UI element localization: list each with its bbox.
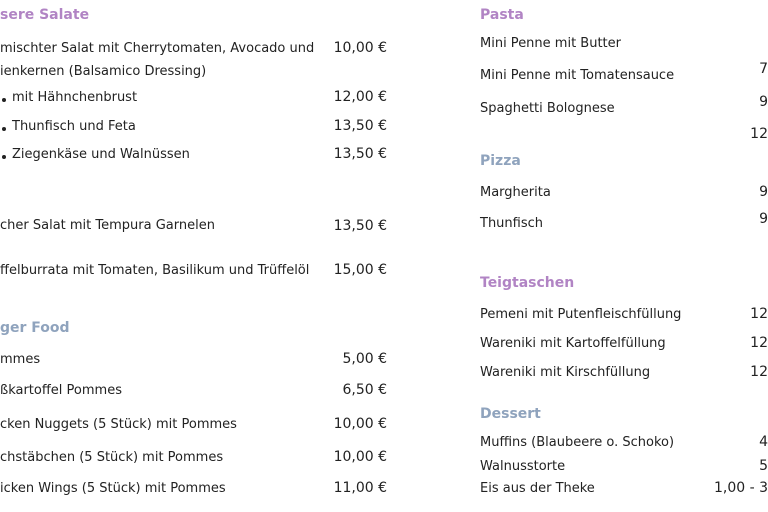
menu-item-label: mmes bbox=[0, 352, 41, 367]
menu-item-label: Margherita bbox=[480, 185, 551, 200]
menu-item-price: 9 bbox=[759, 211, 768, 227]
menu-item-label: cher Salat mit Tempura Garnelen bbox=[0, 218, 215, 233]
menu-item-label: Mini Penne mit Butter bbox=[480, 36, 621, 51]
menu-item-price: 10,00 € bbox=[333, 40, 387, 56]
menu-item-label: chstäbchen (5 Stück) mit Pommes bbox=[0, 450, 224, 465]
menu-item-label: ienkernen (Balsamico Dressing) bbox=[0, 64, 207, 79]
menu-item-price: 1,00 - 3 bbox=[713, 480, 768, 496]
bullet-icon bbox=[2, 98, 6, 102]
menu-item-label: Wareniki mit Kartoffelfüllung bbox=[480, 336, 666, 351]
menu-item-price: 7 bbox=[759, 61, 768, 77]
menu-item-label: Muffins (Blaubeere o. Schoko) bbox=[480, 435, 675, 450]
menu-item-price: 13,50 € bbox=[333, 118, 387, 134]
menu-item-label: cken Nuggets (5 Stück) mit Pommes bbox=[0, 417, 237, 432]
section-heading-finger-food: ger Food bbox=[0, 320, 70, 336]
menu-item-price: 9 bbox=[759, 184, 768, 200]
menu-item-label: ffelburrata mit Tomaten, Basilikum und Trüffelöl bbox=[0, 263, 310, 278]
menu-item-price: 12 bbox=[750, 364, 768, 380]
bullet-icon bbox=[2, 155, 6, 159]
menu-item-label: icken Wings (5 Stück) mit Pommes bbox=[0, 481, 226, 496]
section-heading-dessert: Dessert bbox=[480, 406, 541, 422]
menu-item-label: ßkartoffel Pommes bbox=[0, 383, 122, 398]
menu-item-label: Thunfisch und Feta bbox=[12, 119, 136, 134]
menu-item-label: Spaghetti Bolognese bbox=[480, 101, 615, 116]
menu-item-label: Eis aus der Theke bbox=[480, 481, 595, 496]
section-heading-pizza: Pizza bbox=[480, 153, 521, 169]
menu-item-price: 4 bbox=[759, 434, 768, 450]
menu-item-label: Walnusstorte bbox=[480, 459, 566, 474]
menu-item-price: 10,00 € bbox=[333, 416, 387, 432]
menu-item-price: 6,50 € bbox=[342, 382, 387, 398]
menu-item-price: 11,00 € bbox=[333, 480, 387, 496]
bullet-icon bbox=[2, 127, 6, 131]
menu-item-price: 13,50 € bbox=[333, 218, 387, 234]
menu-item-price: 10,00 € bbox=[333, 449, 387, 465]
section-heading-salads: sere Salate bbox=[0, 7, 90, 23]
menu-item-price: 12,00 € bbox=[333, 89, 387, 105]
menu-item-price: 12 bbox=[750, 306, 768, 322]
menu-item-label: Ziegenkäse und Walnüssen bbox=[12, 147, 190, 162]
menu-item-label: mischter Salat mit Cherrytomaten, Avocado und bbox=[0, 41, 315, 56]
menu-item-price: 5 bbox=[759, 458, 768, 474]
menu-item-label: Pemeni mit Putenfleischfüllung bbox=[480, 307, 682, 322]
menu-item-price: 9 bbox=[759, 94, 768, 110]
menu-item-label: Thunfisch bbox=[480, 216, 544, 231]
menu-item-price: 12 bbox=[750, 126, 768, 142]
menu-item-price: 13,50 € bbox=[333, 146, 387, 162]
menu-item-price: 15,00 € bbox=[333, 262, 387, 278]
menu-item-price: 5,00 € bbox=[342, 351, 387, 367]
menu-item-price: 12 bbox=[750, 335, 768, 351]
menu-item-label: Wareniki mit Kirschfüllung bbox=[480, 365, 651, 380]
menu-item-label: mit Hähnchenbrust bbox=[12, 90, 138, 105]
section-heading-teigtaschen: Teigtaschen bbox=[480, 275, 575, 291]
section-heading-pasta: Pasta bbox=[480, 7, 524, 23]
menu-item-label: Mini Penne mit Tomatensauce bbox=[480, 68, 675, 83]
